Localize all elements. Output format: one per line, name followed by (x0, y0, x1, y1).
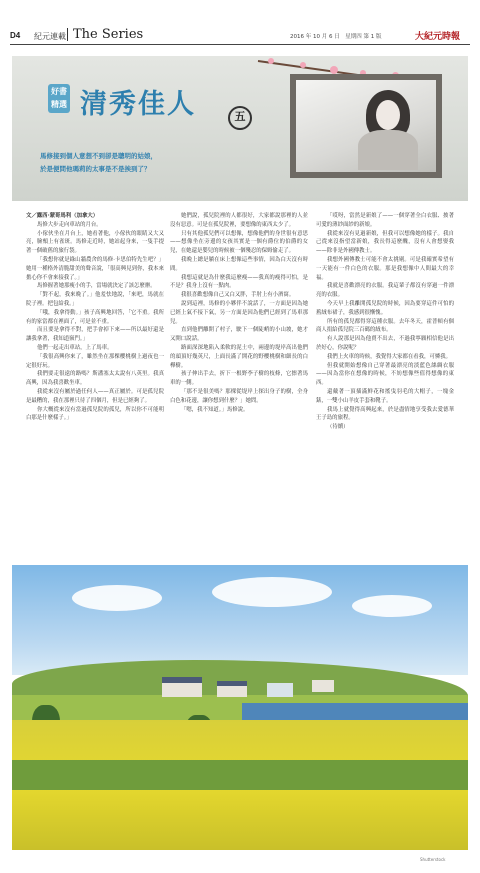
house (267, 683, 293, 697)
part-number: 五 (228, 106, 252, 130)
paragraph: 但我就開始想像自己穿著最漂亮的淡藍色絲綢衣服——因為當你在想像的時候，不妨想像些值得想像的東西。 (316, 362, 454, 387)
portrait-photo (296, 80, 436, 172)
paragraph: 我們上火車的時候，我覺得大家都在看我，可憐我。 (327, 353, 451, 360)
article-title: 清秀佳人 (80, 89, 196, 120)
byline: 文／露西·蒙哥馬利（加拿大） (26, 213, 99, 219)
paragraph: 「那不是很美嗎？那棵從堤岸上探出身子的樹，全身白色和花邊，讓你想到什麼？」她問。 (170, 388, 308, 404)
paragraph: 所有的孤兒都得穿這種衣服。去年冬天，霍普頓有個商人捐給孤兒院三百碼的絨布。 (316, 318, 454, 334)
subtitle-line-2: 於是便問他瑪莉的太事是不是挨到了？ (40, 165, 151, 173)
paragraph: 小傢伙坐在月台上，她看著他，小傢伙的眼睛又大又亮，臉頰上有雀斑。馬修走近時，她站起身來，一隻手提著一個破舊的旅行袋。 (26, 230, 164, 255)
paragraph: 路面深深地陷入柔軟的泥土中，兩邊的堤岸高出他們的頭頂好幾英尺，上面長滿了開花的野櫻桃樹和細長的白樺樹。 (170, 344, 308, 369)
house (162, 683, 202, 697)
grass-strip (12, 760, 468, 790)
paragraph: 我從來沒有屬於過任何人——真正屬於。可是孤兒院是最糟的，我在那裡只待了四個月，但是已經夠了。 (26, 388, 164, 404)
paragraph: 還戴著一頂插滿鮮花和搖曳羽毛的大帽子，一塊金錶，一雙小山羊皮手套和靴子。 (316, 388, 454, 404)
header-rule (10, 44, 470, 45)
paragraph: 馬修大步走向車站的月台。 (37, 221, 102, 228)
portrait-face (376, 100, 400, 130)
text-column-1 (26, 212, 164, 564)
text-column-2 (170, 212, 308, 564)
portrait-body (358, 130, 418, 170)
badge-line-1: 好書 (51, 87, 67, 96)
paragraph: 「我想你就是綠山牆農舍的馬修·卡思伯特先生吧？」她用一種格外清脆甜美的聲音說，「很高興見到你，我本來擔心你不會來接我了。」 (26, 256, 164, 281)
page-number: D4 (10, 31, 21, 40)
portrait-frame (290, 74, 442, 178)
house (312, 680, 334, 692)
cloud (72, 585, 162, 611)
recommended-badge (48, 84, 70, 113)
blossom-icon (300, 62, 306, 68)
text-column-3 (316, 212, 454, 564)
paragraph: 我們要走很遠的路嗎？斯潘塞太太說有八英里。我真高興，因為我喜歡坐車。 (26, 371, 164, 387)
paragraph: 說到這裡，馬修的小夥伴不說話了，一方面是因為她已經上氣不接下氣，另一方面是因為他們已經到了馬車那兒。 (170, 300, 308, 325)
house (217, 686, 247, 697)
paragraph: 馬修握著她那瘦小的手，當場就決定了該怎麼辦。 (37, 283, 156, 290)
paragraph: 我從來沒有見過新娘，但我可以想像她的樣子。我自己從來沒指望當新娘，我長得這麼醜，沒有人會想娶我——除非是外國傳教士。 (316, 230, 454, 255)
paragraph: 我很喜歡想像自己又白又胖，手肘上有小酒窩。 (181, 292, 295, 299)
paragraph: 只有其他孤兒們可以想像，想像他們的身世很有意思——想像坐在旁邊的女孩其實是一個有爵位的伯爵的女兒，在她還是嬰兒的時候被一個殘忍的保姆偷走了。 (170, 230, 308, 255)
issue-date: 2016 年 10 月 6 日 星期四 第 1 版 (290, 34, 382, 40)
section-title: The Series (73, 27, 144, 42)
photo-credit: Shutterstock (420, 857, 446, 862)
paragraph: 而且要是拿得不對，把手會掉下來——所以最好還是讓我拿著，我知道竅門。」 (26, 327, 164, 343)
paragraph: 直到他們離開了村子，駛下一個陡峭的小山坡，她才又開口說話。 (170, 327, 308, 343)
paragraph: 「我很高興你來了，雖然坐在那棵櫻桃樹上過夜也一定很好玩。 (26, 353, 164, 369)
paragraph: （待續） (327, 424, 349, 431)
paragraph: 「哎呀，當然是新娘了——一個穿著全白衣服、披著可愛的薄紗面紗的新娘。 (316, 213, 454, 228)
paragraph: 我想外國傳教士可能不會太挑剔。可是我確實希望有一天能有一件白色的衣服。那是我想像中人間最大的幸福。 (316, 256, 454, 281)
paragraph: 孩子伸出手去，折下一根野李子樹的枝條，它擦著馬車的一側。 (170, 371, 308, 387)
subtitle-line-1: 馬修接到個人意想不到卻是聰明的姑娘， (40, 152, 157, 160)
badge-line-2: 精選 (51, 100, 67, 109)
blossom-icon (268, 58, 274, 64)
paragraph: 我晚上總是躺在床上想像這些事情，因為白天沒有時間。 (170, 256, 308, 272)
paragraph: 「對不起，我來晚了。」他羞怯地說，「來吧，馬就在院子裡。把包給我。」 (26, 292, 164, 307)
paragraph: 她們說，孤兒院裡的人都很好，大家都說那裡的人並沒有惡意。可是在孤兒院裡，要想像的東西太少了。 (170, 213, 308, 228)
paragraph: 「嗯，我不知道。」馬修說。 (181, 406, 249, 413)
blossom-icon (330, 66, 338, 74)
newspaper-logo: 大紀元時報 (415, 32, 461, 42)
paragraph: 今天早上我離開孤兒院的時候，因為要穿這件可怕的舊絨布裙子，我感到很慚愧。 (316, 300, 454, 316)
cloud (212, 577, 332, 607)
landscape-photo (12, 565, 468, 850)
paragraph: 有人說那是因為他賣不出去，不過我寧願相信他是出於好心，你說呢？ (316, 336, 454, 351)
paragraph: 我馬上就覺得高興起來，於是盡情地享受我去愛德華王子島的旅程。 (316, 406, 454, 422)
section-name: 紀元連載 (34, 32, 66, 41)
paragraph: 他們一起走出車站，上了馬車。 (37, 344, 113, 351)
page-header (0, 0, 480, 40)
paragraph: 我想這就是為什麼我這麼瘦——我真的瘦得可怕，是不是？我身上沒有一點肉。 (170, 274, 308, 290)
cloud (352, 595, 432, 617)
paragraph: 「哦，我拿得動。」孩子高興地回答，「它不重。我所有的家當都在裡面了，可是並不重。 (26, 309, 164, 325)
paragraph: 我就是喜歡漂亮的衣服。我這輩子都沒有穿過一件漂亮的衣服。 (316, 283, 454, 299)
header-divider (67, 28, 68, 41)
paragraph: 你大概從來沒有當過孤兒院的孤兒，所以你不可能明白那是什麼樣子。」 (26, 406, 164, 422)
